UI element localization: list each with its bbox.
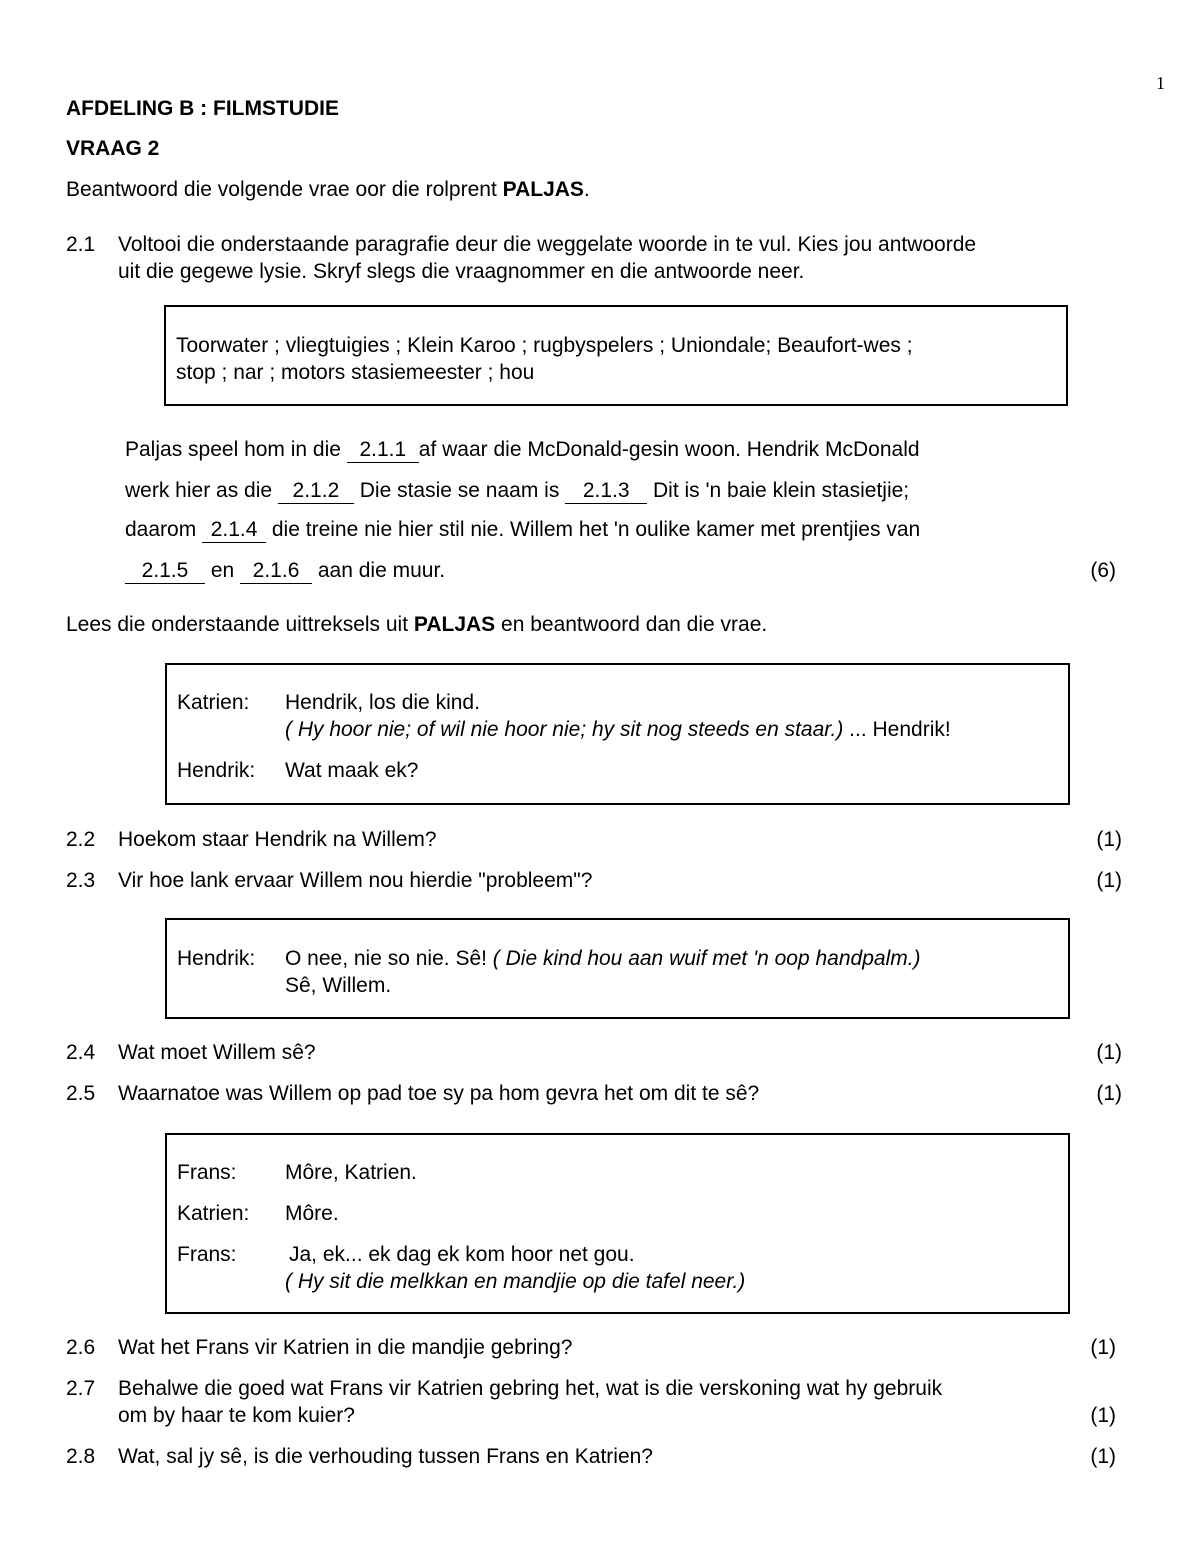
question-text-line: uit die gegewe lysie. Skryf slegs die vraagnommer en die antwoorde neer. [118, 260, 805, 283]
extract-box-1 [165, 663, 1070, 805]
film-title: PALJAS [502, 178, 584, 201]
blank-2-1-2: 2.1.2 [278, 479, 354, 504]
question-text: Wat, sal jy sê, is die verhouding tussen Frans en Katrien? [118, 1445, 653, 1468]
speaker-label: Frans: [177, 1243, 237, 1266]
mark-allocation: (1) [1096, 1041, 1122, 1064]
question-number: 2.8 [66, 1445, 96, 1468]
extract-box-2 [165, 918, 1070, 1019]
question-text: Hoekom staar Hendrik na Willem? [118, 828, 437, 851]
question-number: 2.5 [66, 1082, 96, 1105]
blank-2-1-1: 2.1.1 [347, 438, 419, 463]
mark-allocation: (1) [1096, 869, 1122, 892]
question-text: Waarnatoe was Willem op pad toe sy pa hom gevra het om dit te sê? [118, 1082, 760, 1105]
question-title: VRAAG 2 [66, 137, 160, 160]
mark-allocation: (1) [1096, 828, 1122, 851]
blank-2-1-4: 2.1.4 [202, 518, 266, 543]
question-number: 2.3 [66, 869, 96, 892]
stage-direction: ( Hy hoor nie; of wil nie hoor nie; hy sit nog steeds en staar.) ... Hendrik! [285, 718, 951, 741]
extract-instruction: Lees die onderstaande uittreksels uit PALJAS en beantwoord dan die vrae. [66, 613, 768, 636]
page-number: 1 [1156, 73, 1165, 93]
question-number: 2.1 [66, 233, 96, 256]
blank-2-1-3: 2.1.3 [565, 479, 647, 504]
intro-instruction: Beantwoord die volgende vrae oor die rolprent PALJAS. [66, 178, 590, 201]
speaker-label: Katrien: [177, 1202, 250, 1225]
word-list-line: stop ; nar ; motors stasiemeester ; hou [176, 361, 535, 384]
dialogue-line: Môre, Katrien. [285, 1161, 417, 1184]
dialogue-line: Sê, Willem. [285, 974, 392, 997]
mark-allocation: (1) [1090, 1336, 1116, 1359]
question-text: Wat het Frans vir Katrien in die mandjie gebring? [118, 1336, 573, 1359]
question-text: Wat moet Willem sê? [118, 1041, 316, 1064]
question-text-line: Voltooi die onderstaande paragrafie deur die weggelate woorde in te vul. Kies jou antwoorde [118, 233, 977, 256]
section-title: AFDELING B : FILMSTUDIE [66, 97, 339, 120]
dialogue-line: Ja, ek... ek dag ek kom hoor net gou. [289, 1243, 635, 1266]
question-text-line: Behalwe die goed wat Frans vir Katrien gebring het, wat is die verskoning wat hy gebruik [118, 1377, 943, 1400]
mark-allocation: (1) [1096, 1082, 1122, 1105]
speaker-label: Hendrik: [177, 947, 256, 970]
paragraph-line: werk hier as die 2.1.2 Die stasie se naam is 2.1.3 Dit is 'n baie klein stasietjie; [125, 477, 909, 505]
dialogue-line: Hendrik, los die kind. [285, 691, 480, 714]
question-number: 2.4 [66, 1041, 96, 1064]
speaker-label: Frans: [177, 1161, 237, 1184]
paragraph-line: Paljas speel hom in die 2.1.1 af waar die McDonald-gesin woon. Hendrik McDonald [125, 436, 920, 464]
extract-box-3 [165, 1133, 1070, 1314]
blank-2-1-5: 2.1.5 [125, 559, 205, 584]
blank-2-1-6: 2.1.6 [240, 559, 312, 584]
mark-allocation: (1) [1090, 1445, 1116, 1468]
word-list-line: Toorwater ; vliegtuigies ; Klein Karoo ; rugbyspelers ; Uniondale; Beaufort-wes ; [176, 334, 913, 357]
dialogue-line: O nee, nie so nie. Sê! ( Die kind hou aan wuif met 'n oop handpalm.) [285, 947, 921, 970]
question-text-line: om by haar te kom kuier? [118, 1404, 355, 1427]
paragraph-line: daarom 2.1.4 die treine nie hier stil nie. Willem het 'n oulike kamer met prentjies van [125, 516, 920, 544]
paragraph-line: 2.1.5 en 2.1.6 aan die muur. [125, 557, 445, 585]
dialogue-line: Wat maak ek? [285, 759, 419, 782]
dialogue-line: Môre. [285, 1202, 339, 1225]
question-text: Vir hoe lank ervaar Willem nou hierdie "probleem"? [118, 869, 593, 892]
question-number: 2.2 [66, 828, 96, 851]
speaker-label: Hendrik: [177, 759, 256, 782]
question-number: 2.7 [66, 1377, 96, 1400]
word-list-box [164, 305, 1068, 406]
stage-direction: ( Hy sit die melkkan en mandjie op die tafel neer.) [285, 1270, 746, 1293]
film-title: PALJAS [413, 613, 496, 636]
mark-allocation: (1) [1090, 1404, 1116, 1427]
speaker-label: Katrien: [177, 691, 250, 714]
mark-allocation: (6) [1090, 559, 1116, 582]
question-number: 2.6 [66, 1336, 96, 1359]
